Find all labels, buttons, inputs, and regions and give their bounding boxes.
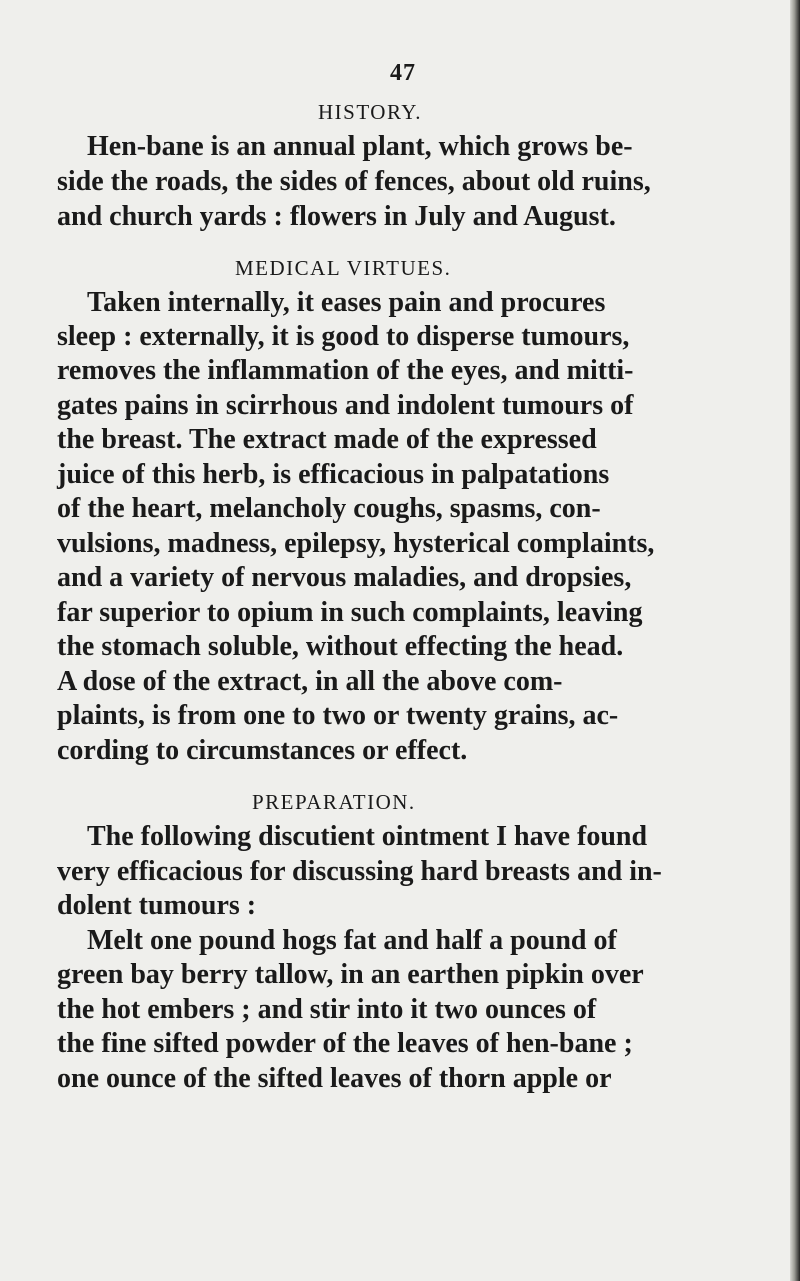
body-line: A dose of the extract, in all the above com- (57, 666, 563, 697)
body-line: the stomach soluble, without effecting the head. (57, 631, 624, 662)
body-line: the fine sifted powder of the leaves of hen-bane ; (57, 1028, 633, 1059)
body-line: Hen-bane is an annual plant, which grows be- (87, 131, 633, 162)
body-line: juice of this herb, is efficacious in palpatations (57, 459, 610, 490)
page-edge-shadow (790, 0, 800, 1281)
body-line: green bay berry tallow, in an earthen pipkin over (57, 959, 644, 990)
body-line: vulsions, madness, epilepsy, hysterical complaints, (57, 528, 655, 559)
page-number: 47 (390, 60, 416, 86)
body-line: and a variety of nervous maladies, and dropsies, (57, 562, 632, 593)
body-line: The following discutient ointment I have found (87, 821, 648, 852)
body-line: gates pains in scirrhous and indolent tumours of (57, 390, 634, 421)
body-line: and church yards : flowers in July and August. (57, 201, 616, 232)
body-line: far superior to opium in such complaints, leaving (57, 597, 643, 628)
body-line: Melt one pound hogs fat and half a pound of (87, 925, 617, 956)
body-line: cording to circumstances or effect. (57, 735, 468, 766)
body-line: one ounce of the sifted leaves of thorn apple or (57, 1063, 612, 1094)
body-line: side the roads, the sides of fences, about old ruins, (57, 166, 651, 197)
body-line: very efficacious for discussing hard breasts and in- (57, 856, 662, 887)
heading-preparation: PREPARATION. (252, 790, 416, 814)
heading-medical-virtues: MEDICAL VIRTUES. (235, 256, 452, 280)
body-line: sleep : externally, it is good to disperse tumours, (57, 321, 630, 352)
body-line: plaints, is from one to two or twenty grains, ac- (57, 700, 619, 731)
heading-history: HISTORY. (318, 100, 423, 124)
body-line: the breast. The extract made of the expressed (57, 424, 597, 455)
body-line: removes the inflammation of the eyes, and mitti- (57, 355, 634, 386)
body-line: the hot embers ; and stir into it two ounces of (57, 994, 597, 1025)
body-line: Taken internally, it eases pain and procures (87, 287, 606, 318)
body-line: of the heart, melancholy coughs, spasms, con- (57, 493, 601, 524)
body-line: dolent tumours : (57, 890, 257, 921)
